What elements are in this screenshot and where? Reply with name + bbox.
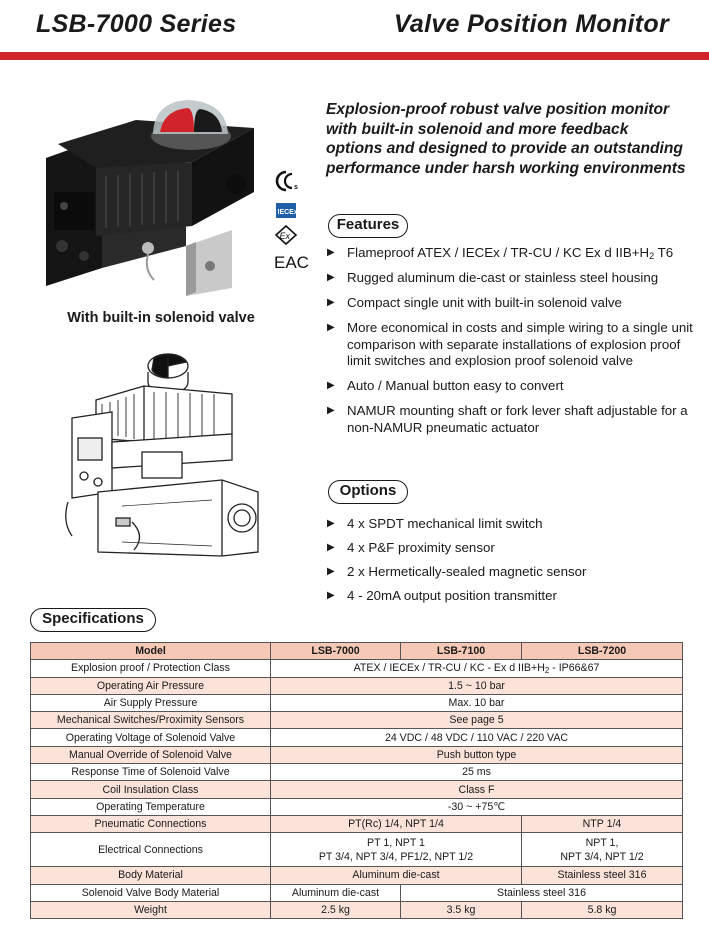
svg-text:IECEx: IECEx: [277, 209, 298, 216]
column-header: Model: [31, 643, 271, 660]
table-row: [31, 729, 683, 746]
table-row: [31, 781, 683, 798]
table-cell: Class F: [271, 781, 683, 798]
list-item: ▶ 2 x Hermetically-sealed magnetic sensor: [327, 564, 587, 580]
table-row: [31, 660, 683, 677]
table-cell: 25 ms: [271, 764, 683, 781]
bullet-triangle-icon: ▶: [327, 590, 335, 602]
row-label: Response Time of Solenoid Valve: [31, 764, 271, 781]
list-item: ▶ 4 - 20mA output position transmitter: [327, 588, 557, 604]
table-cell: 5.8 kg: [522, 901, 683, 918]
table-cell: Aluminum die-cast: [271, 867, 522, 884]
row-label: Pneumatic Connections: [31, 815, 271, 832]
table-row: [31, 901, 683, 918]
product-photo-icon: [36, 96, 272, 296]
row-label: Weight: [31, 901, 271, 918]
list-item: ▶ Auto / Manual button easy to convert: [327, 378, 564, 393]
header-rule: [0, 52, 709, 60]
table-cell: Max. 10 bar: [271, 694, 683, 711]
table-row: [31, 712, 683, 729]
table-row: [31, 884, 683, 901]
series-title: LSB-7000 Series: [36, 10, 237, 38]
table-cell: Stainless steel 316: [522, 867, 683, 884]
bullet-triangle-icon: ▶: [327, 542, 335, 554]
row-label: Coil Insulation Class: [31, 781, 271, 798]
certification-marks: [272, 168, 309, 296]
column-header: LSB-7100: [401, 643, 522, 660]
table-cell: ATEX / IECEx / TR-CU / KC - Ex d $IIB+H_2$ - IP66&67: [271, 660, 683, 677]
list-item: ▶ Flameproof ATEX / IECEx / TR-CU / KC Ex d $IIB+H_2$ T6: [327, 245, 674, 261]
table-row: [31, 798, 683, 815]
column-header: LSB-7000: [271, 643, 401, 660]
row-label: Electrical Connections: [31, 833, 271, 867]
table-cell: NPT 1, NPT 3/4, NPT 1/2: [522, 833, 683, 867]
row-label: Solenoid Valve Body Material: [31, 884, 271, 901]
list-item: ▶ 4 x SPDT mechanical limit switch: [327, 516, 543, 531]
table-row: [31, 833, 683, 867]
table-row: [31, 746, 683, 763]
options-heading: Options: [328, 480, 408, 504]
bullet-triangle-icon: ▶: [327, 297, 335, 308]
table-cell: 2.5 kg: [271, 901, 401, 918]
list-item: ▶ Compact single unit with built-in solenoid valve: [327, 295, 622, 310]
row-label: Mechanical Switches/Proximity Sensors: [31, 712, 271, 729]
table-row: [31, 677, 683, 694]
specifications-table: [30, 642, 683, 919]
svg-text:s: s: [294, 184, 298, 191]
page-title: Valve Position Monitor: [393, 10, 669, 38]
table-cell: PT(Rc) 1/4, NPT 1/4: [271, 815, 522, 832]
table-row: [31, 694, 683, 711]
list-item: ▶ NAMUR mounting shaft or fork lever shaft adjustable for a non-NAMUR pneumatic actuator: [327, 403, 688, 435]
bullet-triangle-icon: ▶: [327, 518, 335, 529]
options-list: [326, 516, 696, 612]
row-label: Operating Voltage of Solenoid Valve: [31, 729, 271, 746]
eac-mark-icon: [274, 253, 309, 272]
intro-text: Explosion-proof robust valve position monitor with built-in solenoid and more feedback options and designed to provide an outstanding performance under harsh working environments: [326, 101, 686, 177]
table-cell: See page 5: [271, 712, 683, 729]
table-cell: Stainless steel 316: [401, 884, 683, 901]
svg-text:Ex: Ex: [279, 231, 291, 241]
row-label: Operating Air Pressure: [31, 677, 271, 694]
photo-caption: With built-in solenoid valve: [67, 310, 255, 326]
table-cell: 1.5 ~ 10 bar: [271, 677, 683, 694]
table-cell: Aluminum die-cast: [271, 884, 401, 901]
list-item: ▶ 4 x P&F proximity sensor: [327, 540, 495, 556]
table-cell: PT 1, NPT 1 PT 3/4, NPT 3/4, PF1/2, NPT 1/2: [271, 833, 522, 867]
list-item: ▶ Rugged aluminum die-cast or stainless steel housing: [327, 270, 659, 285]
table-row: [31, 815, 683, 832]
page-header: [0, 0, 709, 48]
table-cell: 24 VDC / 48 VDC / 110 VAC / 220 VAC: [271, 729, 683, 746]
ex-mark-icon: [276, 226, 296, 244]
bullet-triangle-icon: ▶: [327, 272, 335, 283]
features-heading: Features: [328, 214, 408, 238]
table-cell: NTP 1/4: [522, 815, 683, 832]
actuator-drawing-icon: [62, 342, 262, 560]
row-label: Manual Override of Solenoid Valve: [31, 746, 271, 763]
table-header-row: [31, 643, 683, 660]
row-label: Air Supply Pressure: [31, 694, 271, 711]
column-header: LSB-7200: [522, 643, 683, 660]
kc-mark-icon: [277, 172, 298, 191]
iecex-mark-icon: [276, 203, 298, 218]
svg-text:EAC: EAC: [274, 253, 309, 272]
table-cell: 3.5 kg: [401, 901, 522, 918]
bullet-triangle-icon: ▶: [327, 247, 335, 258]
table-row: [31, 867, 683, 884]
row-label: Operating Temperature: [31, 798, 271, 815]
features-list: [326, 245, 696, 445]
specifications-heading: Specifications: [30, 608, 156, 632]
row-label: Explosion proof / Protection Class: [31, 660, 271, 677]
bullet-triangle-icon: ▶: [327, 566, 335, 578]
bullet-triangle-icon: ▶: [327, 380, 335, 391]
table-cell: -30 ~ +75℃: [271, 798, 683, 815]
bullet-triangle-icon: ▶: [327, 322, 335, 333]
list-item: ▶ More economical in costs and simple wiring to a single unit comparison with separate installations of explosion proof limit switches and explosion proof solenoid valve: [327, 320, 693, 368]
table-cell: Push button type: [271, 746, 683, 763]
bullet-triangle-icon: ▶: [327, 405, 335, 416]
table-row: [31, 764, 683, 781]
row-label: Body Material: [31, 867, 271, 884]
